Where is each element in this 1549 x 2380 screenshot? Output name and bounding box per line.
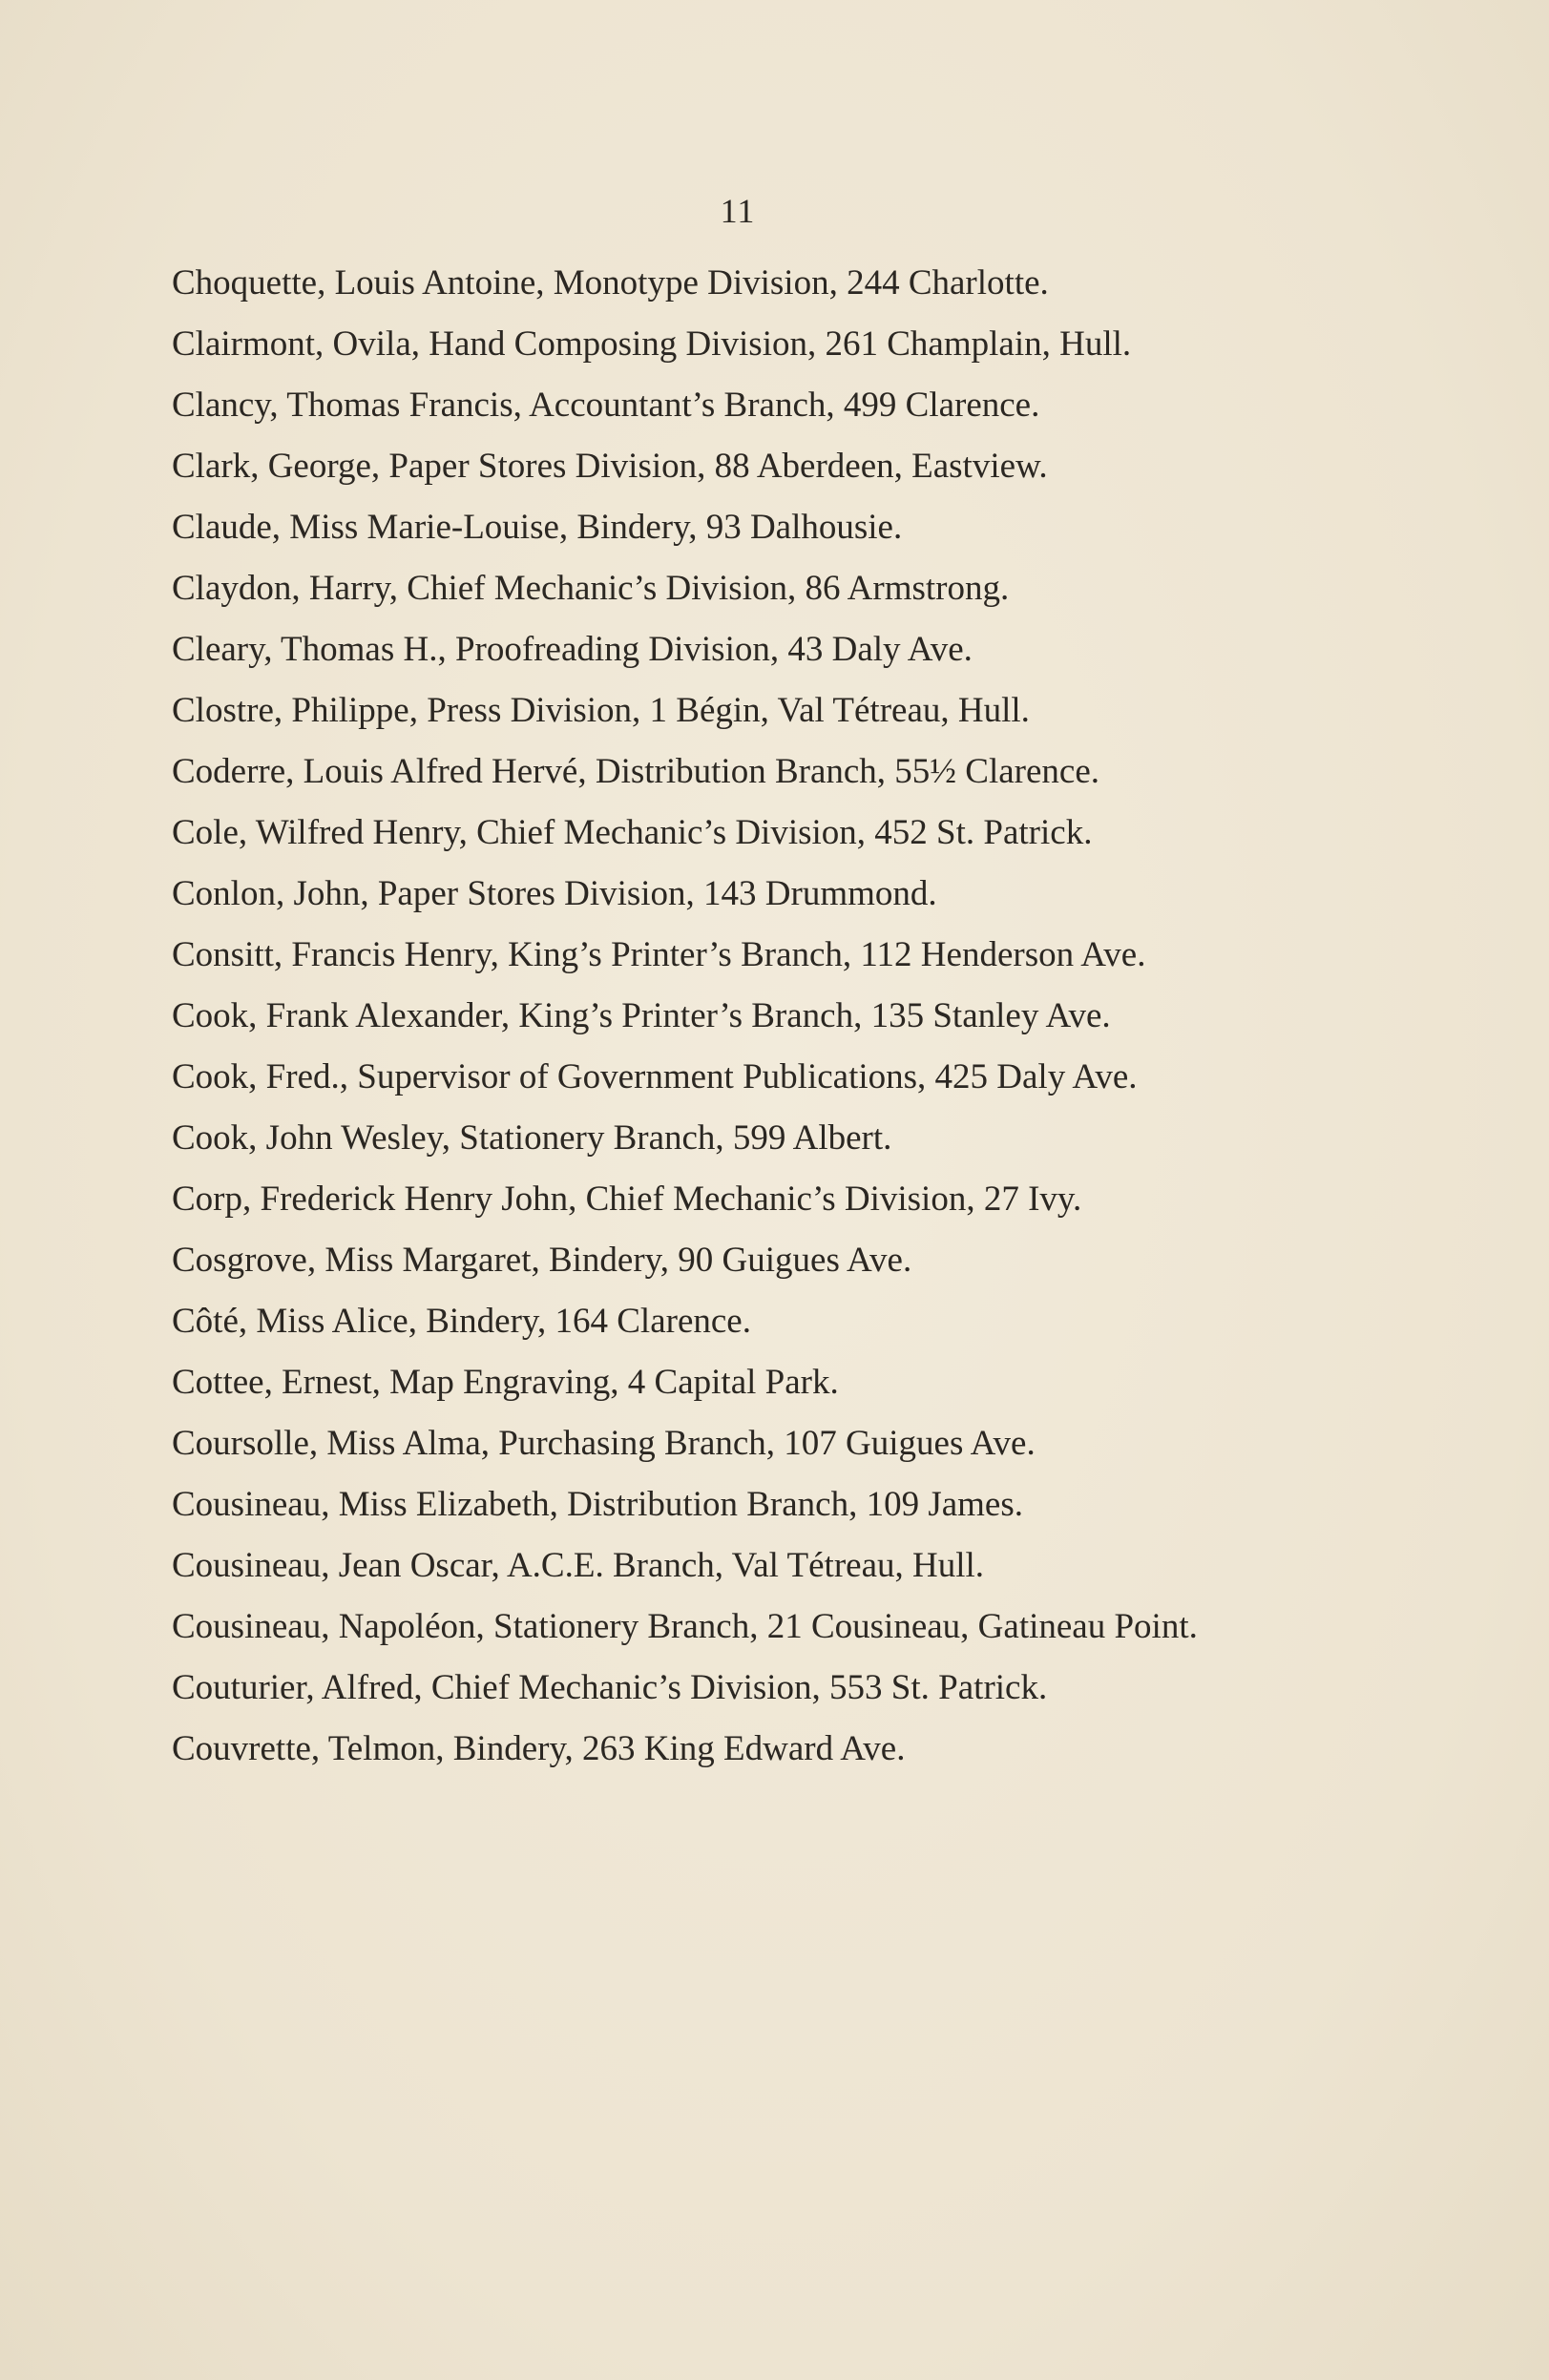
directory-entry: Cook, Fred., Supervisor of Government Publications, 425 Daly Ave. (172, 1057, 1138, 1096)
directory-entry: Clostre, Philippe, Press Division, 1 Bégin, Val Tétreau, Hull. (172, 691, 1030, 730)
directory-entry: Cousineau, Napoléon, Stationery Branch, 21 Cousineau, Gatineau Point. (172, 1607, 1198, 1646)
directory-entry: Clark, George, Paper Stores Division, 88 Aberdeen, Eastview. (172, 447, 1048, 486)
directory-entry: Choquette, Louis Antoine, Monotype Division, 244 Charlotte. (172, 263, 1049, 303)
page-number: 11 (720, 192, 756, 230)
directory-entry: Cosgrove, Miss Margaret, Bindery, 90 Guigues Ave. (172, 1241, 912, 1280)
directory-entry: Claude, Miss Marie-Louise, Bindery, 93 Dalhousie. (172, 508, 903, 547)
directory-entry: Couvrette, Telmon, Bindery, 263 King Edward Ave. (172, 1729, 906, 1768)
directory-entry: Coursolle, Miss Alma, Purchasing Branch, 107 Guigues Ave. (172, 1424, 1036, 1463)
directory-entry: Cook, John Wesley, Stationery Branch, 599 Albert. (172, 1118, 892, 1158)
directory-entry: Clancy, Thomas Francis, Accountant’s Branch, 499 Clarence. (172, 386, 1040, 425)
directory-entry: Conlon, John, Paper Stores Division, 143 Drummond. (172, 874, 937, 913)
directory-entry: Clairmont, Ovila, Hand Composing Division, 261 Champlain, Hull. (172, 324, 1132, 364)
directory-entry: Cleary, Thomas H., Proofreading Division, 43 Daly Ave. (172, 630, 973, 669)
directory-entry: Couturier, Alfred, Chief Mechanic’s Division, 553 St. Patrick. (172, 1668, 1048, 1707)
directory-list (172, 261, 1327, 1788)
directory-entry: Cottee, Ernest, Map Engraving, 4 Capital Park. (172, 1363, 839, 1402)
directory-entry: Cole, Wilfred Henry, Chief Mechanic’s Division, 452 St. Patrick. (172, 813, 1093, 852)
directory-entry: Cook, Frank Alexander, King’s Printer’s Branch, 135 Stanley Ave. (172, 996, 1111, 1035)
directory-entry: Cousineau, Miss Elizabeth, Distribution Branch, 109 James. (172, 1485, 1023, 1524)
directory-entry: Côté, Miss Alice, Bindery, 164 Clarence. (172, 1302, 751, 1341)
directory-entry: Consitt, Francis Henry, King’s Printer’s Branch, 112 Henderson Ave. (172, 935, 1146, 974)
directory-entry: Coderre, Louis Alfred Hervé, Distribution Branch, 55½ Clarence. (172, 752, 1100, 791)
directory-entry: Cousineau, Jean Oscar, A.C.E. Branch, Val Tétreau, Hull. (172, 1546, 985, 1585)
directory-entry: Corp, Frederick Henry John, Chief Mechanic’s Division, 27 Ivy. (172, 1180, 1082, 1219)
directory-entry: Claydon, Harry, Chief Mechanic’s Division, 86 Armstrong. (172, 569, 1010, 608)
